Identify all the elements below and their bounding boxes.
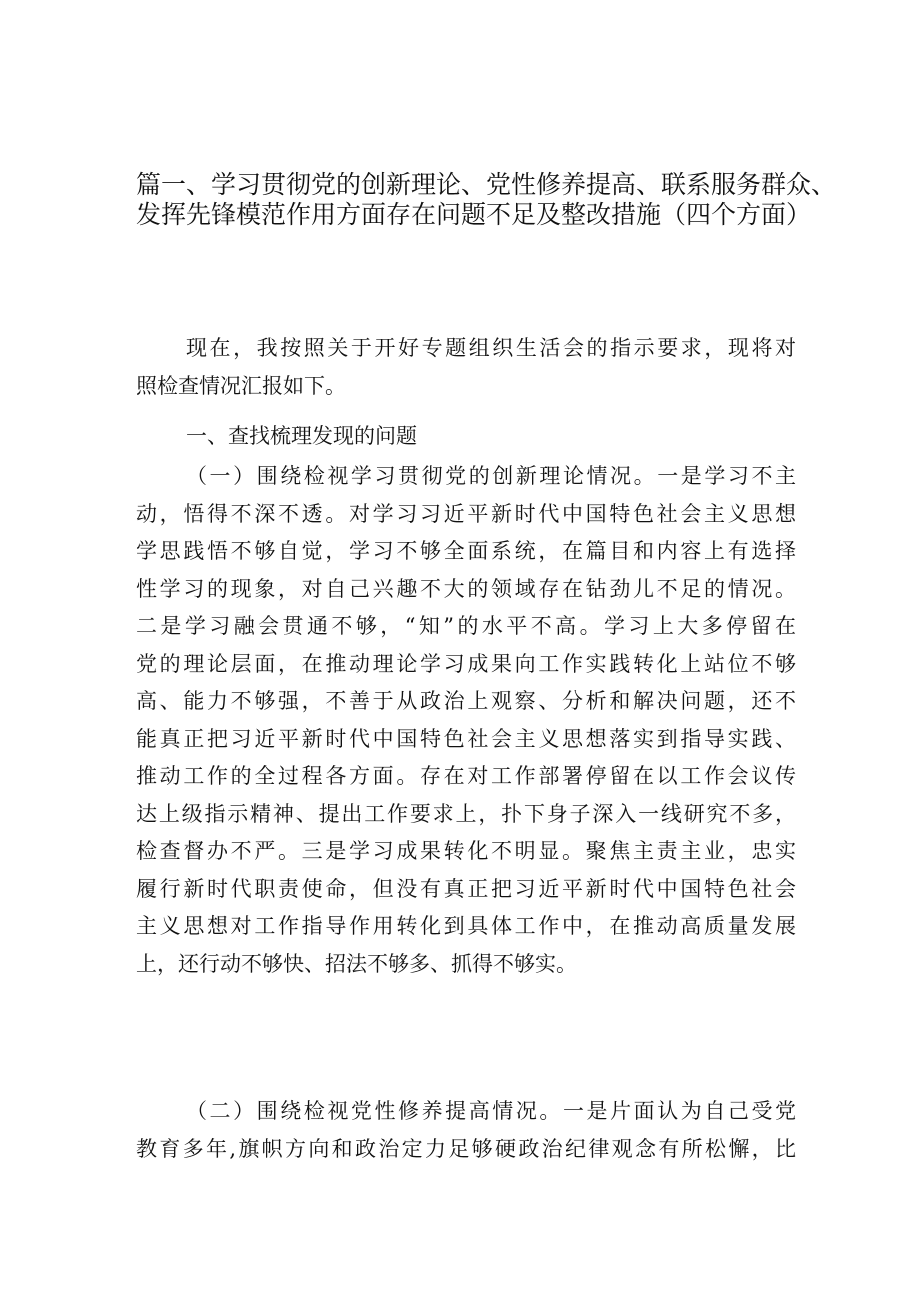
paragraph-2 (136, 1093, 796, 1168)
para1-line: 上，还行动不够快、招法不够多、抓得不够实。 (136, 951, 577, 976)
section-heading (136, 418, 796, 456)
para1-line: 高、能力不够强，不善于从政治上观察、分析和解决问题，还不 (136, 689, 796, 713)
para1-line: 二是学习融会贯通不够，“知”的水平不高。学习上大多停留在 (136, 614, 796, 638)
para1-line: 动，悟得不深不透。对学习习近平新时代中国特色社会主义思想 (136, 501, 796, 526)
paragraph-1 (136, 458, 796, 983)
para2-line: （二）围绕检视党性修养提高情况。一是片面认为自己受党 (186, 1099, 796, 1123)
para1-line: 推动工作的全过程各方面。存在对工作部署停留在以工作会议传 (136, 764, 796, 788)
intro-paragraph (136, 330, 796, 405)
para1-line: 达上级指示精神、提出工作要求上，扑下身子深入一线研究不多， (136, 801, 796, 826)
para1-line: 性学习的现象，对自己兴趣不大的领域存在钻劲儿不足的情况。 (136, 576, 796, 601)
intro-line: 现在，我按照关于开好专题组织生活会的指示要求，现将对 (186, 336, 796, 360)
para2-line: 教育多年,旗帜方向和政治定力足够硬政治纪律观念有所松懈，比 (136, 1136, 796, 1161)
document-title-line-2: 发挥先锋模范作用方面存在问题不足及整改措施（四个方面） (136, 200, 812, 229)
para1-line: 学思践悟不够自觉，学习不够全面系统，在篇目和内容上有选择 (136, 539, 796, 563)
section-1-heading: 一、查找梳理发现的问题 (186, 424, 417, 448)
document-title-line-1: 篇一、学习贯彻党的创新理论、党性修养提高、联系服务群众、 (136, 170, 837, 199)
intro-line: 照检查情况汇报如下。 (136, 373, 346, 398)
para1-line: 主义思想对工作指导作用转化到具体工作中，在推动高质量发展 (136, 914, 796, 938)
para1-line: 党的理论层面，在推动理论学习成果向工作实践转化上站位不够 (136, 651, 796, 676)
para1-line: 履行新时代职责使命，但没有真正把习近平新时代中国特色社会 (136, 876, 796, 901)
para1-line: （一）围绕检视学习贯彻党的创新理论情况。一是学习不主 (186, 464, 796, 488)
para1-line: 检查督办不严。三是学习成果转化不明显。聚焦主责主业，忠实 (136, 839, 796, 863)
para1-line: 能真正把习近平新时代中国特色社会主义思想落实到指导实践、 (136, 726, 796, 751)
